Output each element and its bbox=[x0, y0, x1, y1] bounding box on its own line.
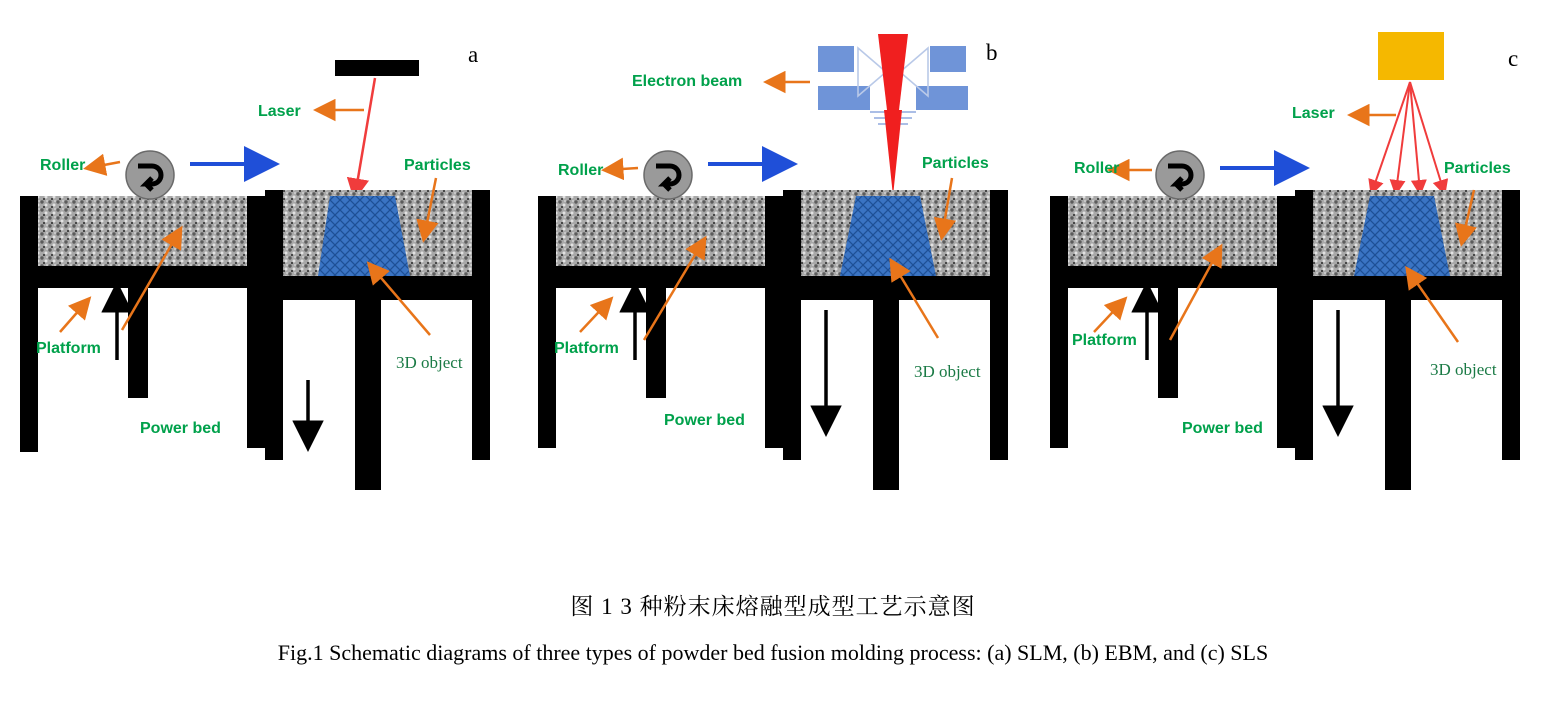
roller-icon bbox=[1156, 151, 1204, 199]
panel-ebm-artwork bbox=[518, 0, 1030, 520]
panel-sls bbox=[1030, 0, 1542, 520]
build-chamber bbox=[265, 190, 490, 490]
3d-object-shape bbox=[1354, 196, 1450, 276]
panel-sls-artwork bbox=[1030, 0, 1542, 520]
label-platform-c: Platform bbox=[1072, 332, 1137, 349]
label-particles-a: Particles bbox=[404, 157, 471, 174]
platform-leader-arrow bbox=[60, 300, 88, 332]
figure-caption-chinese: 图 1 3 种粉末床熔融型成型工艺示意图 bbox=[570, 594, 976, 619]
3d-object-shape bbox=[840, 196, 936, 276]
laser-source bbox=[1378, 32, 1444, 80]
label-roller-b: Roller bbox=[558, 162, 604, 179]
label-3d-object-c: 3D object bbox=[1430, 360, 1497, 379]
feed-chamber bbox=[1050, 196, 1295, 448]
label-particles-b: Particles bbox=[922, 155, 989, 172]
label-platform-b: Platform bbox=[554, 340, 619, 357]
panel-ebm bbox=[518, 0, 1030, 520]
label-electron-beam-b: Electron beam bbox=[632, 73, 743, 90]
label-powder-bed-a: Power bed bbox=[140, 420, 221, 437]
label-3d-object-b: 3D object bbox=[914, 362, 981, 381]
figure-caption-english: Fig.1 Schematic diagrams of three types of powder bed fusion molding process: (a) SLM, (b) EBM, and (c) SLS bbox=[277, 640, 1269, 665]
label-roller-c: Roller bbox=[1074, 160, 1120, 177]
roller-icon bbox=[126, 151, 174, 199]
label-powder-bed-b: Power bed bbox=[664, 412, 745, 429]
platform-leader-arrow bbox=[580, 300, 610, 332]
label-powder-bed-c: Power bed bbox=[1182, 420, 1263, 437]
build-chamber bbox=[783, 190, 1008, 490]
laser-beam bbox=[355, 78, 375, 196]
panel-slm bbox=[0, 0, 512, 520]
panel-letter-a: a bbox=[468, 42, 479, 67]
build-chamber bbox=[1295, 190, 1520, 490]
panel-letter-b: b bbox=[986, 40, 998, 65]
label-3d-object-a: 3D object bbox=[396, 353, 463, 372]
label-roller-a: Roller bbox=[40, 157, 86, 174]
feed-chamber bbox=[538, 196, 783, 448]
label-laser-a: Laser bbox=[258, 103, 301, 120]
platform-leader-arrow bbox=[1094, 300, 1124, 332]
roller-leader-arrow bbox=[88, 162, 120, 168]
panel-slm-artwork bbox=[0, 0, 512, 520]
label-laser-c: Laser bbox=[1292, 105, 1335, 122]
label-platform-a: Platform bbox=[36, 340, 101, 357]
roller-icon bbox=[644, 151, 692, 199]
laser-beam-fan bbox=[1372, 82, 1444, 192]
3d-object-shape bbox=[318, 196, 410, 276]
feed-chamber bbox=[20, 196, 265, 452]
laser-source bbox=[335, 60, 419, 76]
label-particles-c: Particles bbox=[1444, 160, 1511, 177]
roller-leader-arrow bbox=[606, 168, 638, 170]
panel-letter-c: c bbox=[1508, 46, 1519, 71]
